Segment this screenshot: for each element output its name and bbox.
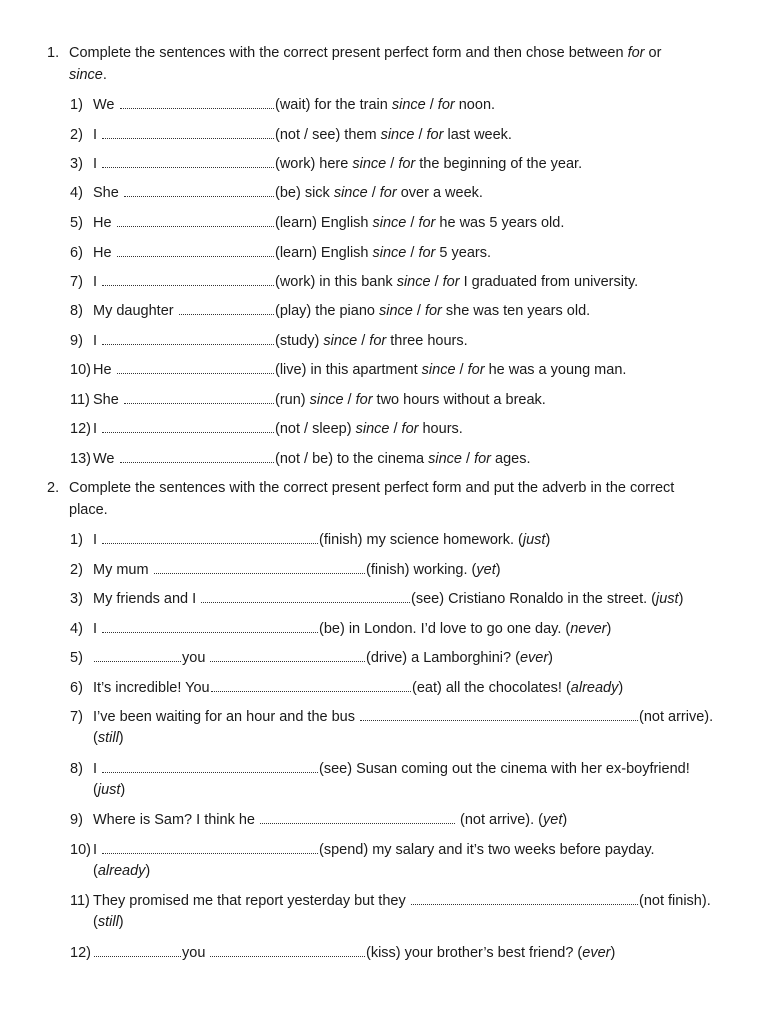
answer-blank[interactable]: [117, 244, 274, 257]
item-subject: We: [93, 451, 119, 467]
exercise-item: [70, 301, 730, 322]
choice-since[interactable]: since: [396, 274, 431, 290]
adverb-cue: yet: [476, 562, 496, 578]
item-ending: 5 years.: [435, 245, 491, 261]
item-verb-cue: (finish) working. (: [366, 562, 477, 578]
answer-blank[interactable]: [102, 760, 318, 773]
item-ending: he was 5 years old.: [435, 215, 565, 231]
answer-blank[interactable]: [94, 649, 181, 662]
exercise-item: [70, 589, 730, 610]
choice-separator: /: [386, 156, 399, 172]
item-number: 2): [70, 562, 83, 578]
item-number: 11): [70, 392, 90, 408]
adverb-cue: just: [656, 591, 679, 607]
item-subject: It’s incredible! You: [93, 680, 210, 696]
item-number: 6): [70, 680, 83, 696]
exercise-item: [70, 125, 730, 146]
answer-blank[interactable]: [117, 361, 274, 374]
item-verb-cue: (wait) for the train: [275, 97, 392, 113]
item-subject: They promised me that report yesterday but they: [93, 893, 410, 909]
item-ending: ages.: [491, 451, 531, 467]
exercise-item: [70, 331, 730, 352]
choice-for[interactable]: for: [401, 421, 419, 437]
item-number: 1): [70, 532, 83, 548]
item-subject: He: [93, 215, 116, 231]
paren-close: ): [548, 650, 553, 666]
item-verb-cue: (spend) my salary and it’s two weeks before payday.: [319, 842, 655, 858]
item-word: you: [182, 650, 210, 666]
exercise-item: [70, 707, 730, 749]
item-subject: Where is Sam? I think he: [93, 812, 260, 828]
item-verb-cue: (not arrive).: [639, 709, 714, 725]
item-verb-cue: (run): [275, 392, 310, 408]
answer-blank[interactable]: [210, 944, 365, 957]
item-subject: He: [93, 245, 116, 261]
item-number: 6): [70, 245, 83, 261]
item-verb-cue: (be) sick: [275, 185, 334, 201]
item-subject: My mum: [93, 562, 153, 578]
item-number: 9): [70, 812, 83, 828]
section-1-instruction: [47, 42, 737, 86]
choice-for[interactable]: for: [424, 303, 442, 319]
section-number: 1.: [47, 45, 60, 61]
paren-close: ): [120, 782, 126, 798]
paren-close: ): [495, 562, 501, 578]
paren-open: (: [93, 914, 98, 930]
adverb-cue-line: [93, 728, 730, 749]
choice-for[interactable]: for: [418, 245, 436, 261]
item-number: 4): [70, 185, 83, 201]
adverb-cue: already: [97, 863, 146, 879]
item-number: 7): [70, 709, 83, 725]
item-number: 1): [70, 97, 83, 113]
choice-for[interactable]: for: [369, 333, 387, 349]
adverb-cue: ever: [582, 945, 611, 961]
adverb-cue-line: [93, 780, 730, 801]
adverb-cue: already: [570, 680, 619, 696]
choice-separator: /: [357, 333, 370, 349]
adverb-cue: ever: [519, 650, 549, 666]
choice-since[interactable]: since: [352, 156, 387, 172]
exercise-item: [70, 213, 730, 234]
item-number: 5): [70, 215, 83, 231]
item-number: 12): [70, 421, 91, 437]
paren-close: ): [145, 863, 151, 879]
item-subject: I: [93, 532, 102, 548]
item-subject: I’ve been waiting for an hour and the bus: [93, 709, 360, 725]
item-subject: She: [93, 185, 123, 201]
item-subject: I: [93, 761, 102, 777]
item-verb-cue: (drive) a Lamborghini? (: [366, 650, 520, 666]
exercise-item: [70, 243, 730, 264]
adverb-cue: just: [97, 782, 121, 798]
item-verb-cue: (learn) English: [275, 215, 373, 231]
item-verb-cue: (see) Cristiano Ronaldo in the street. (: [411, 591, 656, 607]
item-subject: I: [93, 274, 102, 290]
adverb-cue: still: [97, 730, 119, 746]
paren-close: ): [678, 591, 684, 607]
item-number: 7): [70, 274, 83, 290]
item-verb-cue: (not / sleep): [275, 421, 356, 437]
item-subject: I: [93, 127, 102, 143]
instruction-for: for: [627, 45, 645, 61]
exercise-item: [70, 810, 730, 831]
instruction-text: .: [102, 67, 107, 83]
choice-since[interactable]: since: [380, 127, 415, 143]
instruction-text: Complete the sentences with the correct present perfect form and then chose between: [69, 45, 628, 61]
choice-for[interactable]: for: [398, 156, 416, 172]
choice-since[interactable]: since: [428, 451, 462, 467]
choice-since[interactable]: since: [333, 185, 368, 201]
choice-since[interactable]: since: [309, 392, 344, 408]
choice-for[interactable]: for: [474, 451, 492, 467]
choice-for[interactable]: for: [442, 274, 460, 290]
item-ending: noon.: [454, 97, 496, 113]
section-number: 2.: [47, 480, 60, 496]
answer-blank[interactable]: [411, 892, 638, 905]
item-verb-cue: (live) in this apartment: [275, 362, 422, 378]
answer-blank[interactable]: [102, 841, 318, 854]
choice-for[interactable]: for: [418, 215, 436, 231]
answer-blank[interactable]: [120, 450, 274, 463]
exercise-item: [70, 95, 730, 116]
choice-separator: /: [455, 362, 468, 378]
item-verb-cue: (finish) my science homework. (: [319, 532, 523, 548]
item-verb-cue: (eat) all the chocolates! (: [412, 680, 571, 696]
choice-separator: /: [389, 421, 402, 437]
exercise-item: [70, 154, 730, 175]
item-subject: My daughter: [93, 303, 178, 319]
paren-close: ): [118, 730, 124, 746]
item-verb-cue: (learn) English: [275, 245, 373, 261]
item-ending: he was a young man.: [484, 362, 627, 378]
paren-open: (: [93, 730, 98, 746]
item-ending: three hours.: [386, 333, 468, 349]
answer-blank[interactable]: [124, 184, 274, 197]
choice-separator: /: [414, 127, 427, 143]
choice-separator: /: [425, 97, 438, 113]
choice-since[interactable]: since: [355, 421, 390, 437]
answer-blank[interactable]: [102, 155, 274, 168]
item-verb-cue: (not finish).: [639, 893, 711, 909]
answer-blank[interactable]: [120, 96, 274, 109]
item-ending: the beginning of the year.: [415, 156, 583, 172]
item-ending: she was ten years old.: [441, 303, 591, 319]
paren-close: ): [562, 812, 568, 828]
adverb-cue: never: [570, 621, 607, 637]
choice-for[interactable]: for: [355, 392, 373, 408]
item-verb-cue: (see) Susan coming out the cinema with her ex-boyfriend!: [319, 761, 690, 777]
choice-since[interactable]: since: [391, 97, 426, 113]
item-number: 12): [70, 945, 91, 961]
section-2-instruction: [47, 477, 737, 521]
item-word: you: [182, 945, 210, 961]
instruction-since: since: [69, 67, 103, 83]
answer-blank[interactable]: [260, 811, 455, 824]
item-number: 3): [70, 591, 83, 607]
item-verb-cue: (be) in London. I’d love to go one day. (: [319, 621, 571, 637]
choice-for[interactable]: for: [379, 185, 397, 201]
item-number: 3): [70, 156, 83, 172]
choice-since[interactable]: since: [421, 362, 456, 378]
exercise-item: [70, 619, 730, 640]
item-verb-cue: (work) here: [275, 156, 353, 172]
item-verb-cue: (study): [275, 333, 324, 349]
choice-for[interactable]: for: [467, 362, 485, 378]
adverb-cue: still: [97, 914, 119, 930]
answer-blank[interactable]: [102, 531, 318, 544]
choice-separator: /: [430, 274, 443, 290]
paren-open: (: [93, 782, 98, 798]
item-number: 11): [70, 893, 90, 909]
item-ending: two hours without a break.: [372, 392, 546, 408]
choice-separator: /: [462, 451, 475, 467]
exercise-item: [70, 390, 730, 411]
item-verb-cue: (not arrive). (: [456, 812, 544, 828]
item-number: 5): [70, 650, 83, 666]
adverb-cue: just: [522, 532, 546, 548]
exercise-item: [70, 272, 730, 293]
item-verb-cue: (not / be) to the cinema: [275, 451, 429, 467]
exercise-item: [70, 840, 730, 882]
answer-blank[interactable]: [154, 561, 365, 574]
item-number: 10): [70, 842, 91, 858]
answer-blank[interactable]: [117, 214, 274, 227]
exercise-item: [70, 943, 730, 964]
choice-separator: /: [412, 303, 425, 319]
exercise-item: [70, 648, 730, 669]
item-verb-cue: (play) the piano: [275, 303, 379, 319]
answer-blank[interactable]: [102, 126, 274, 139]
item-subject: I: [93, 333, 102, 349]
paren-close: ): [545, 532, 551, 548]
choice-for[interactable]: for: [426, 127, 444, 143]
item-verb-cue: (kiss) your brother’s best friend? (: [366, 945, 583, 961]
exercise-item: [70, 419, 730, 440]
item-subject: My friends and I: [93, 591, 201, 607]
instruction-text: Complete the sentences with the correct present perfect form and put the adverb in the correct place.: [69, 480, 675, 518]
choice-for[interactable]: for: [437, 97, 455, 113]
item-number: 2): [70, 127, 83, 143]
item-verb-cue: (work) in this bank: [275, 274, 397, 290]
adverb-cue: yet: [543, 812, 563, 828]
answer-blank[interactable]: [102, 620, 318, 633]
answer-blank[interactable]: [94, 944, 181, 957]
answer-blank[interactable]: [102, 273, 274, 286]
adverb-cue-line: [93, 912, 730, 933]
exercise-item: [70, 759, 730, 801]
item-number: 10): [70, 362, 91, 378]
answer-blank[interactable]: [179, 302, 274, 315]
adverb-cue-line: [93, 861, 730, 882]
instruction-text: or: [644, 45, 662, 61]
answer-blank[interactable]: [360, 708, 638, 721]
item-subject: He: [93, 362, 116, 378]
answer-blank[interactable]: [124, 391, 274, 404]
paren-close: ): [618, 680, 624, 696]
item-subject: She: [93, 392, 123, 408]
answer-blank[interactable]: [211, 679, 411, 692]
item-number: 13): [70, 451, 91, 467]
choice-separator: /: [367, 185, 380, 201]
item-subject: I: [93, 156, 102, 172]
exercise-item: [70, 530, 730, 551]
choice-since[interactable]: since: [372, 245, 407, 261]
item-ending: hours.: [418, 421, 463, 437]
item-ending: last week.: [443, 127, 512, 143]
exercise-item: [70, 678, 730, 699]
item-subject: I: [93, 842, 102, 858]
paren-open: (: [93, 863, 98, 879]
answer-blank[interactable]: [201, 590, 410, 603]
answer-blank[interactable]: [210, 649, 365, 662]
choice-since[interactable]: since: [378, 303, 413, 319]
choice-since[interactable]: since: [323, 333, 358, 349]
exercise-item: [70, 449, 730, 470]
item-number: 8): [70, 761, 83, 777]
item-subject: I: [93, 621, 102, 637]
exercise-item: [70, 183, 730, 204]
exercise-item: [70, 891, 730, 933]
answer-blank[interactable]: [102, 332, 274, 345]
choice-since[interactable]: since: [372, 215, 407, 231]
choice-separator: /: [406, 215, 419, 231]
item-number: 8): [70, 303, 83, 319]
choice-separator: /: [343, 392, 356, 408]
paren-close: ): [610, 945, 616, 961]
paren-close: ): [118, 914, 124, 930]
item-subject: We: [93, 97, 119, 113]
paren-close: ): [606, 621, 612, 637]
answer-blank[interactable]: [102, 420, 274, 433]
item-ending: I graduated from university.: [459, 274, 639, 290]
item-number: 9): [70, 333, 83, 349]
item-subject: I: [93, 421, 102, 437]
item-number: 4): [70, 621, 83, 637]
item-verb-cue: (not / see) them: [275, 127, 381, 143]
item-ending: over a week.: [396, 185, 483, 201]
exercise-item: [70, 560, 730, 581]
exercise-item: [70, 360, 730, 381]
choice-separator: /: [406, 245, 419, 261]
